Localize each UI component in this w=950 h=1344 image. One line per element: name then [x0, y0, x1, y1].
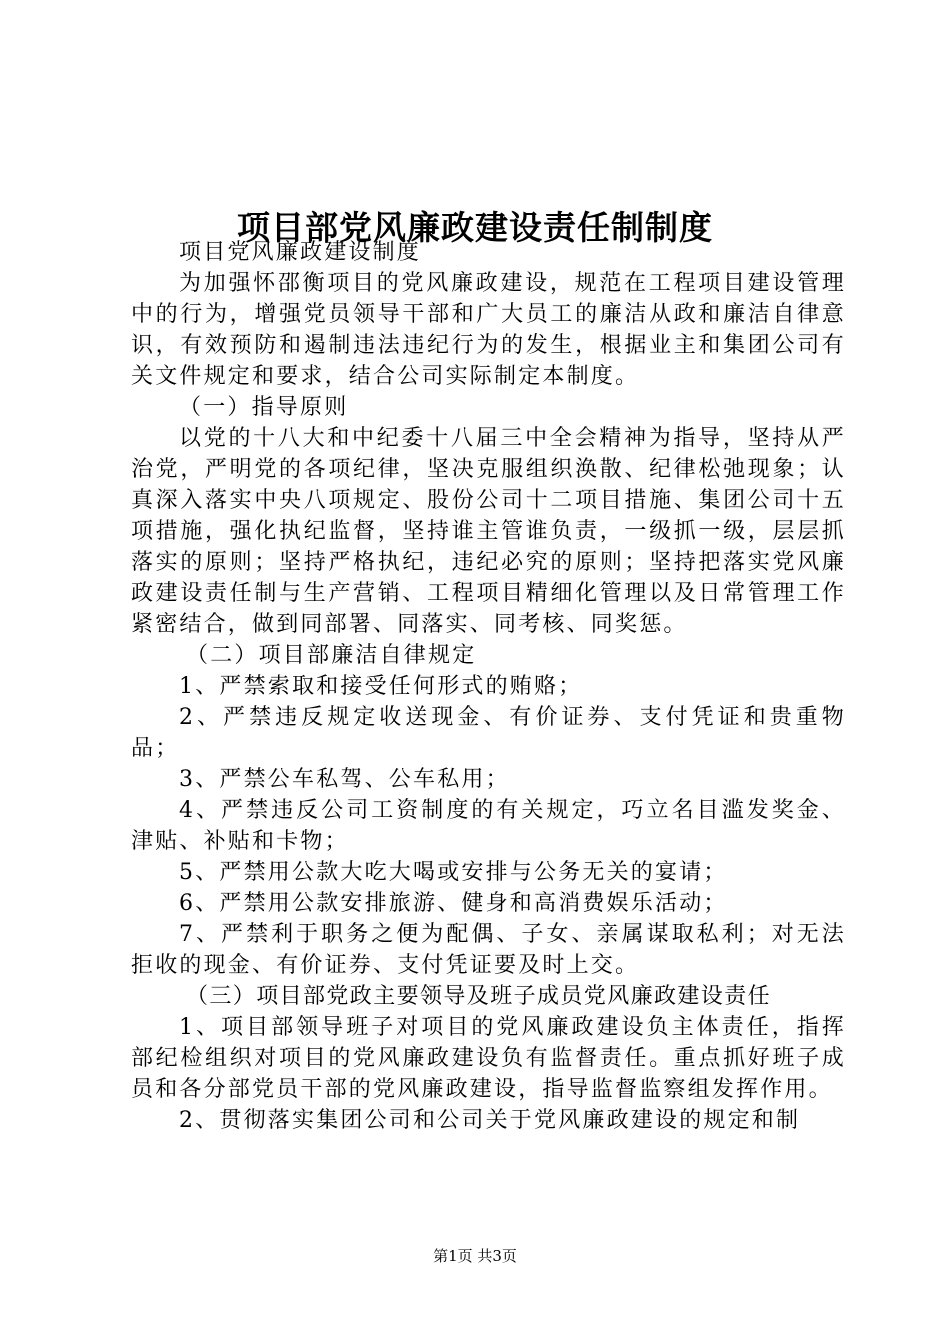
list-item: 3、严禁公车私驾、公车私用； — [179, 767, 510, 792]
section-heading-2: （二）项目部廉洁自律规定 — [186, 643, 477, 668]
section-heading-1: （一）指导原则 — [179, 395, 349, 420]
list-item: 4、严禁违反公司工资制度的有关规定，巧立名目滥发奖金、津贴、补贴和卡物； — [131, 798, 846, 854]
list-item: 1、严禁索取和接受任何形式的贿赂； — [179, 674, 583, 699]
list-item: 6、严禁用公款安排旅游、健身和高消费娱乐活动； — [179, 891, 728, 916]
document-title: 项目部党风廉政建设责任制制度 — [237, 208, 713, 248]
document-body — [131, 237, 846, 1136]
section-heading-3: （三）项目部党政主要领导及班子成员党风廉政建设责任 — [186, 984, 772, 1009]
page-number: 第1页 共3页 — [433, 1247, 517, 1265]
paragraph-intro: 为加强怀邵衡项目的党风廉政建设，规范在工程项目建设管理中的行为，增强党员领导干部和广大员工的廉洁从政和廉洁自律意识，有效预防和遏制违法违纪行为的发生，根据业主和集团公司有关文件规定和要求，结合公司实际制定本制度。 — [131, 271, 846, 389]
list-item: 2、严禁违反规定收送现金、有价证券、支付凭证和贵重物品； — [131, 705, 846, 761]
list-item: 7、严禁利于职务之便为配偶、子女、亲属谋取私利；对无法拒收的现金、有价证券、支付凭证要及时上交。 — [131, 922, 846, 978]
list-item: 5、严禁用公款大吃大喝或安排与公务无关的宴请； — [179, 860, 728, 885]
paragraph-subtitle: 项目党风廉政建设制度 — [179, 240, 422, 265]
list-item: 1、项目部领导班子对项目的党风廉政建设负主体责任，指挥部纪检组织对项目的党风廉政建设负有监督责任。重点抓好班子成员和各分部党员干部的党风廉政建设，指导监督监察组发挥作用。 — [131, 1015, 846, 1102]
paragraph-principles: 以党的十八大和中纪委十八届三中全会精神为指导，坚持从严治党，严明党的各项纪律，坚决克服组织涣散、纪律松弛现象；认真深入落实中央八项规定、股份公司十二项目措施、集团公司十五项措施，强化执纪监督，坚持谁主管谁负责，一级抓一级，层层抓落实的原则；坚持严格执纪，违纪必究的原则；坚持把落实党风廉政建设责任制与生产营销、工程项目精细化管理以及日常管理工作紧密结合，做到同部署、同落实、同考核、同奖惩。 — [131, 426, 846, 637]
list-item: 2、贯彻落实集团公司和公司关于党风廉政建设的规定和制 — [179, 1108, 801, 1133]
